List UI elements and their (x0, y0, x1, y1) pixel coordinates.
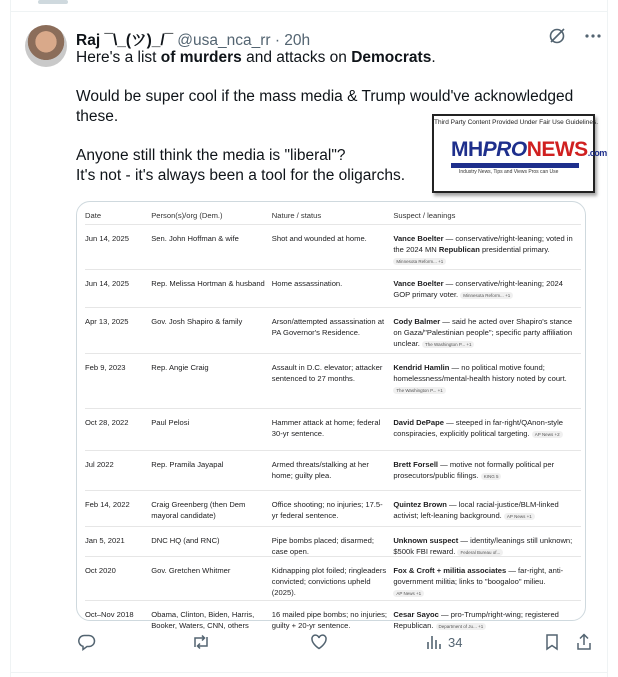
cell-suspect (393, 316, 581, 353)
table-row (85, 556, 581, 600)
avatar[interactable] (25, 25, 67, 67)
header-icons (548, 27, 602, 45)
suspect-text: — steeped in far-right/QAnon-style conspiracies, explicitly political targeting. (393, 418, 563, 438)
source-badge[interactable]: Minnesota Reform... +1 (460, 292, 513, 299)
header-person: Person(s)/org (Dem.) (151, 211, 223, 220)
cell-date: Feb 14, 2022 (85, 500, 130, 509)
cell-date: Jun 14, 2025 (85, 279, 129, 288)
header-suspect: Suspect / leanings (393, 211, 456, 220)
suspect-text: — local racial-justice/BLM-linked activist; left-leaning background. (393, 500, 559, 520)
suspect-name: David DePape (393, 418, 444, 427)
header-date: Date (85, 211, 102, 220)
suspect-text-2: presidential primary. (479, 245, 550, 254)
table-row (85, 600, 581, 636)
cell-person: DNC HQ (and RNC) (151, 536, 220, 545)
suspect-name: Kendrid Hamlin (393, 363, 450, 372)
cell-nature: Shot and wounded at home. (271, 234, 367, 243)
cell-date: Jun 14, 2025 (85, 234, 129, 243)
author-handle-time[interactable]: @usa_nca_rr · 20h (177, 32, 311, 49)
watermark-caption: Third Party Content Provided Under Fair Use Guidelines. (434, 119, 599, 126)
suspect-name: Brett Forsell (393, 460, 439, 469)
cell-person: Obama, Clinton, Biden, Harris, Booker, Waters, CNN, others (151, 610, 255, 630)
cell-nature: Office shooting; no injuries; 17.5-yr federal sentence. (271, 500, 383, 520)
cell-person: Gov. Gretchen Whitmer (151, 566, 231, 575)
share-button[interactable] (575, 633, 593, 651)
source-badge[interactable]: AP News +1 (504, 513, 535, 520)
cell-person: Paul Pelosi (151, 418, 190, 427)
watermark-logo: MHPRONEWS.com (451, 138, 607, 161)
suspect-text: — pro-Trump/right-wing; registered Republican. (393, 610, 559, 630)
cell-suspect (393, 417, 581, 450)
suspect-name: Vance Boelter (393, 234, 444, 243)
table-row (85, 224, 581, 269)
cell-suspect (393, 535, 581, 556)
suspect-text: — conservative/right-leaning; voted in the 2024 MN (393, 234, 573, 254)
table-row (85, 353, 581, 408)
cell-date: Jan 5, 2021 (85, 536, 125, 545)
table-row (85, 269, 581, 307)
suspect-bold: Republican (438, 245, 480, 254)
views-count: 34 (448, 634, 463, 650)
reply-button[interactable] (78, 633, 96, 651)
table-image[interactable] (76, 201, 586, 630)
cell-nature: 16 mailed pipe bombs; no injuries; guilty + 20-yr sentence. (271, 610, 388, 630)
cell-person: Rep. Pramila Jayapal (151, 460, 224, 469)
cell-nature: Pipe bombs placed; disarmed; case open. (271, 536, 374, 556)
cell-suspect (393, 459, 581, 490)
suspect-text: — far-right, anti-government militia; links to "boogaloo" milieu. (393, 566, 564, 586)
suspect-name: Unknown suspect (393, 536, 459, 545)
suspect-text: — said he acted over Shapiro's stance on Gaza/"Palestinian people"; specific party affiliation unclear. (393, 317, 573, 348)
cell-suspect (393, 499, 581, 526)
source-badge[interactable]: AP News +1 (393, 590, 424, 597)
source-badge[interactable]: The Washington P... +1 (422, 341, 474, 348)
cell-suspect (393, 565, 581, 600)
header-nature: Nature / status (271, 211, 322, 220)
cell-nature: Assault in D.C. elevator; attacker sentenced to 27 months. (271, 363, 383, 383)
cell-date: Apr 13, 2025 (85, 317, 129, 326)
cell-person: Craig Greenberg (then Dem mayoral candidate) (151, 500, 246, 520)
cell-person: Gov. Josh Shapiro & family (151, 317, 243, 326)
source-badge[interactable]: Department of Ju... +1 (436, 623, 487, 630)
suspect-name: Vance Boelter (393, 279, 444, 288)
suspect-name: Quintez Brown (393, 500, 447, 509)
suspect-text: — motive not formally political per prosecutors/public filings. (393, 460, 555, 480)
cell-nature: Hammer attack at home; federal 30-yr sentence. (271, 418, 381, 438)
grok-icon[interactable] (548, 27, 566, 45)
more-icon[interactable] (584, 27, 602, 45)
source-badge[interactable]: Minnesota Reform... +1 (393, 258, 446, 265)
text-line-4: It's not - it's always been a tool for the oligarchs. (76, 167, 405, 184)
suspect-text: — identity/leanings still unknown; $500k FBI reward. (393, 536, 573, 556)
share-icon (575, 633, 593, 651)
cell-suspect (393, 278, 581, 307)
suspect-name: Fox & Croft + militia associates (393, 566, 507, 575)
cell-person: Rep. Angie Craig (151, 363, 209, 372)
reply-icon (78, 633, 96, 651)
table-row (85, 450, 581, 490)
table-row (85, 490, 581, 526)
divider (10, 11, 608, 12)
author-name[interactable]: Raj ¯\_(ツ)_/¯ (76, 32, 174, 49)
cell-nature: Arson/attempted assassination at PA Governor's Residence. (271, 317, 385, 337)
suspect-name: Cesar Sayoc (393, 610, 439, 619)
source-badge[interactable]: AP News +2 (532, 431, 563, 438)
suspect-text: — no political motive found; homelessness/mental-health history noted by court. (393, 363, 567, 383)
cell-person: Rep. Melissa Hortman & husband (151, 279, 265, 288)
bookmark-button[interactable] (544, 633, 560, 651)
cell-person: Sen. John Hoffman & wife (151, 234, 239, 243)
table-row (85, 408, 581, 450)
repost-icon (191, 633, 211, 651)
watermark-bar (451, 163, 579, 168)
action-bar (78, 633, 598, 655)
cell-date: Feb 9, 2023 (85, 363, 126, 372)
table-row (85, 526, 581, 556)
source-badge[interactable]: KING 5 (481, 473, 502, 480)
thread-line (38, 0, 68, 4)
bookmark-icon (544, 633, 560, 651)
source-badge[interactable]: The Washington P... +1 (393, 387, 445, 394)
cell-nature: Home assassination. (271, 279, 343, 288)
divider-bottom (10, 672, 608, 673)
table-header (85, 210, 581, 221)
cell-nature: Kidnapping plot foiled; ringleaders convicted; convictions upheld (2025). (271, 566, 387, 597)
cell-date: Oct 28, 2022 (85, 418, 129, 427)
views-button[interactable] (426, 633, 462, 651)
heart-icon (310, 633, 328, 651)
tweet-header (76, 28, 310, 50)
table-rows (85, 224, 581, 636)
cell-suspect (393, 609, 581, 636)
table-row (85, 307, 581, 353)
text-line-2: Would be super cool if the mass media & Trump would've acknowledged these. (76, 88, 574, 125)
cell-suspect (393, 233, 581, 269)
text-line-1: Here's a list of murders and attacks on Democrats. (76, 49, 436, 66)
repost-button[interactable] (191, 633, 211, 651)
mhpronews-watermark (432, 114, 607, 193)
like-button[interactable] (310, 633, 328, 651)
cell-nature: Armed threats/stalking at her home; guilty plea. (271, 460, 369, 480)
text-line-3: Anyone still think the media is "liberal"? (76, 147, 346, 164)
views-icon (426, 633, 442, 651)
cell-date: Jul 2022 (85, 460, 114, 469)
cell-suspect (393, 362, 581, 408)
source-badge[interactable]: Federal Bureau of... (457, 549, 503, 556)
suspect-name: Cody Balmer (393, 317, 441, 326)
cell-date: Oct 2020 (85, 566, 116, 575)
watermark-tagline: Industry News, Tips and Views Pros can Use (459, 169, 559, 175)
cell-date: Oct–Nov 2018 (85, 610, 134, 619)
suspect-text: — conservative/right-leaning; 2024 GOP primary voter. (393, 279, 564, 299)
